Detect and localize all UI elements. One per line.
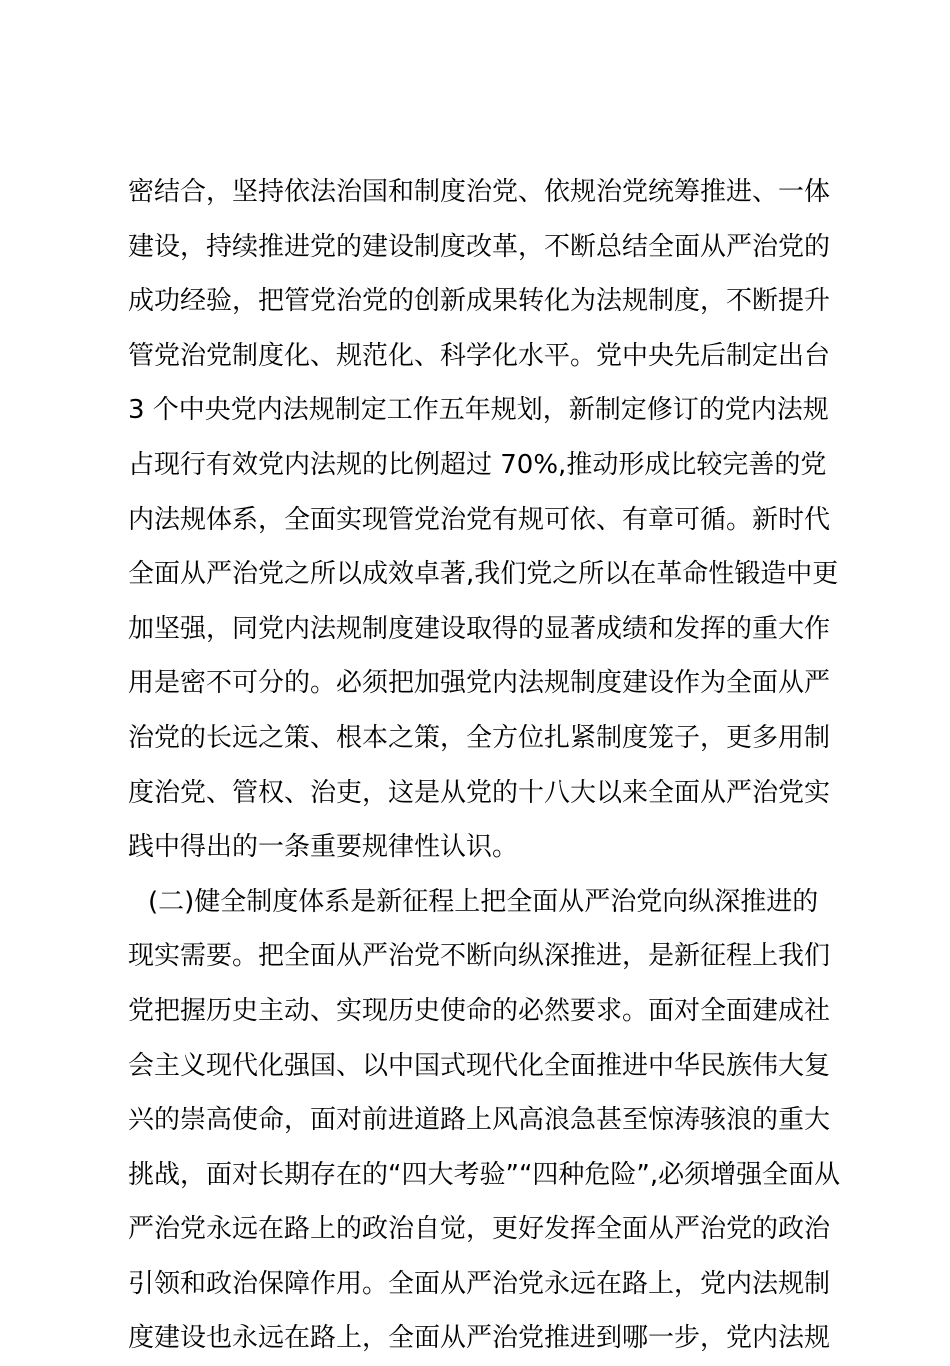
text-line: 兴的崇高使命，面对前进道路上风高浪急甚至惊涛骇浪的重大: [128, 1105, 831, 1136]
text-line: 度治党、管权、治吏，这是从党的十八大以来全面从严治党实: [128, 777, 831, 808]
text-line: 会主义现代化强国、以中国式现代化全面推进中华民族伟大复: [128, 1050, 831, 1081]
text-line: 引领和政治保障作用。全面从严治党永远在路上，党内法规制: [128, 1268, 831, 1299]
text-line: 用是密不可分的。必须把加强党内法规制度建设作为全面从严: [128, 668, 831, 699]
text-line: 党把握历史主动、实现历史使命的必然要求。面对全面建成社: [128, 995, 831, 1026]
text-line: 成功经验，把管党治党的创新成果转化为法规制度，不断提升: [128, 286, 831, 317]
text-line: 践中得出的一条重要规律性认识。: [128, 832, 519, 863]
text-line: 管党治党制度化、规范化、科学化水平。党中央先后制定出台: [128, 340, 831, 371]
text-line: 现实需要。把全面从严治党不断向纵深推进，是新征程上我们: [128, 941, 831, 972]
text-line: 建设，持续推进党的建设制度改革，不断总结全面从严治党的: [128, 231, 831, 262]
text-line: 内法规体系，全面实现管党治党有规可依、有章可循。新时代: [128, 504, 831, 535]
body-text: [128, 165, 841, 1366]
text-line: 度建设也永远在路上，全面从严治党推进到哪一步，党内法规: [128, 1323, 831, 1354]
text-line: 占现行有效党内法规的比例超过 70%,推动形成比较完善的党: [128, 449, 827, 480]
text-line: 全面从严治党之所以成效卓著,我们党之所以在革命性锻造中更: [128, 559, 839, 590]
text-line: 挑战，面对长期存在的“四大考验”“四种危险”,必须增强全面从: [128, 1159, 841, 1190]
text-line: 严治党永远在路上的政治自觉，更好发挥全面从严治党的政治: [128, 1214, 831, 1245]
text-line: 密结合，坚持依法治国和制度治党、依规治党统筹推进、一体: [128, 177, 831, 207]
text-line: 3 个中央党内法规制定工作五年规划，新制定修订的党内法规: [128, 395, 829, 426]
text-line: 治党的长远之策、根本之策，全方位扎紧制度笼子，更多用制: [128, 722, 831, 753]
section-heading-line: (二)健全制度体系是新征程上把全面从严治党向纵深推进的: [148, 886, 819, 917]
text-line: 加坚强，同党内法规制度建设取得的显著成绩和发挥的重大作: [128, 613, 831, 644]
